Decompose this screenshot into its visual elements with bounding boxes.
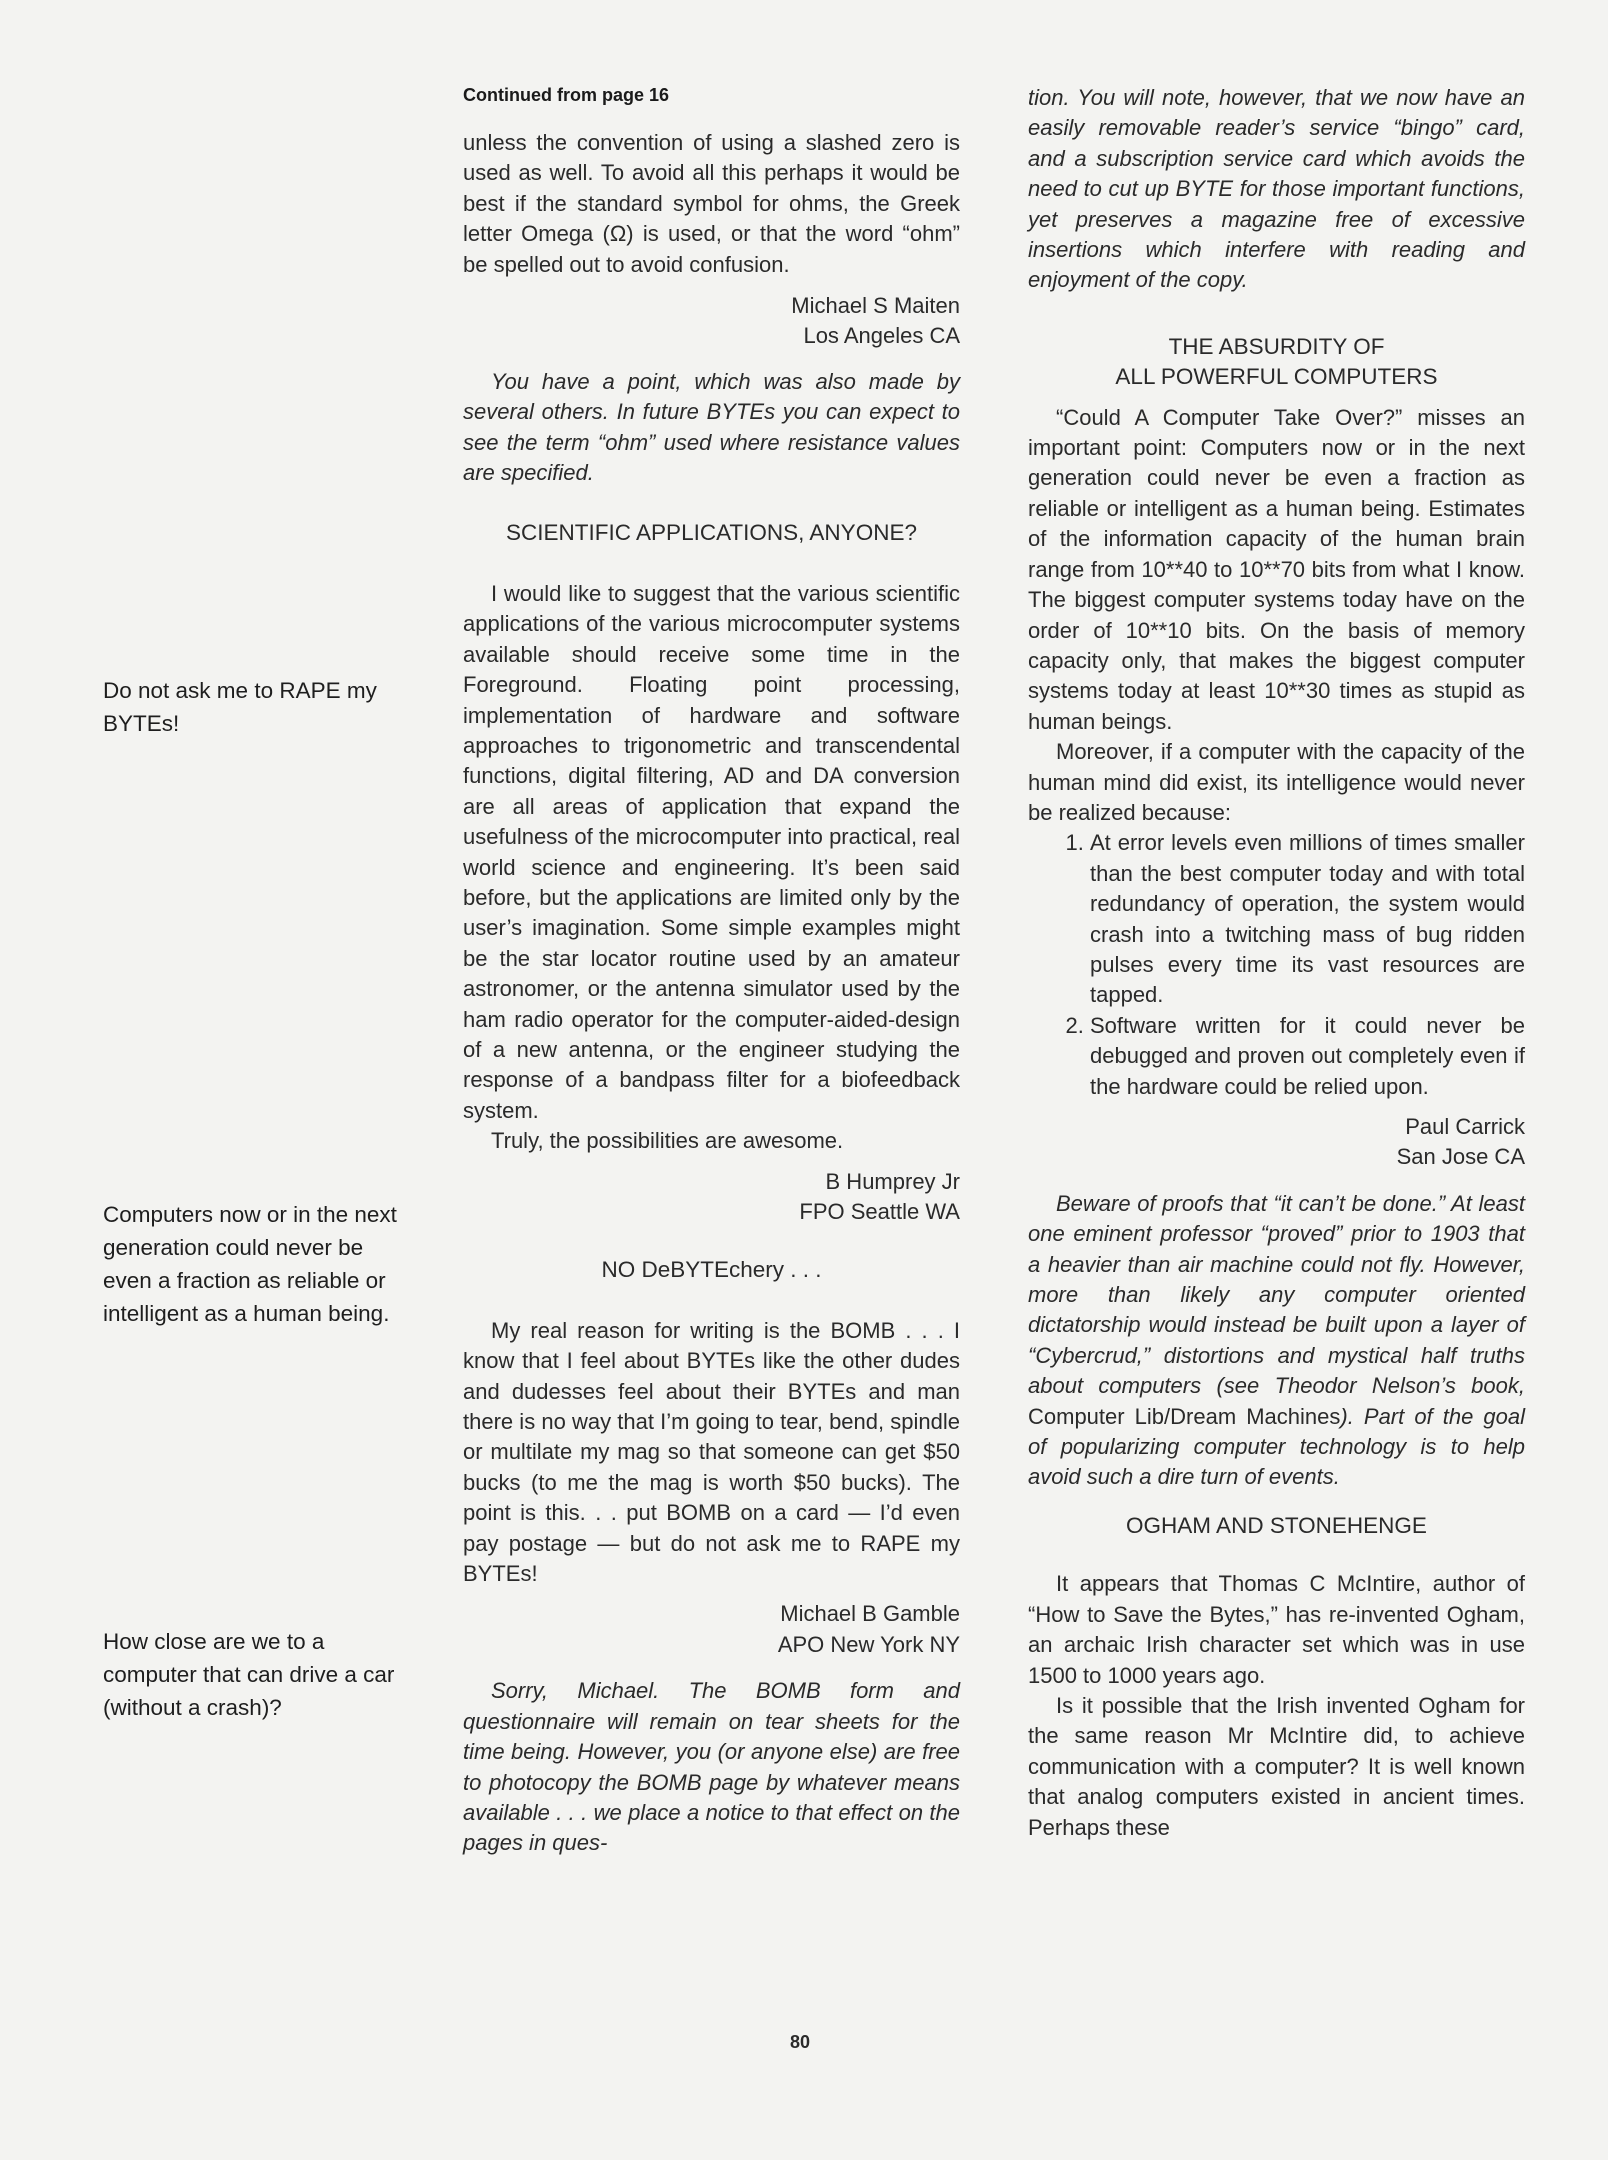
middle-column [463,84,960,1859]
reply-text: ). Part of the goal of popularizing computer technology is to help avoid such a dire turn of events. [1028,1403,1525,1490]
reply-text: Beware of proofs that “it can’t be done.” At least one eminent professor “proved” prior to 1903 that a heavier than air machine could not fly. However, more than likely any computer oriented dictatorship would instead be built upon a layer of “Cybercrud,” distortions and mystical half truths about computers (see Theodor Nelson’s book, [1028,1190,1525,1399]
section-heading: SCIENTIFIC APPLICATIONS, ANYONE? [506,520,917,546]
editor-reply: You have a point, which was also made by several others. In future BYTEs you can expect to see the term “ohm” used where resistance values are specified. [463,368,960,486]
signature [463,1167,960,1228]
signature-name: B Humprey Jr [825,1168,960,1194]
pull-quote-2: Computers now or in the next generation could never be even a fraction as reliable or intelligent as a human being. [103,1202,397,1326]
page-number: 80 [790,2032,811,2052]
list-item: 1. At error levels even millions of times smaller than the best computer today and with total redundancy of operation, the system would crash into a twitching mass of bug ridden pulses every time its vast resources are tapped. [1090,828,1525,1010]
list-item: 2. Software written for it could never be debugged and proven out completely even if the hardware could be relied upon. [1090,1011,1525,1102]
heading-line: THE ABSURDITY OF [1168,333,1385,359]
signature-name: Michael S Maiten [791,293,960,319]
signature-name: Michael B Gamble [780,1601,960,1627]
numbered-list [1028,828,1525,1102]
letter-paragraph: Is it possible that the Irish invented Ogham for the same reason Mr McIntire did, to achieve communication with a computer? It is well known that analog computers existed in ancient times. Perhaps these [1028,1692,1525,1840]
section-heading: NO DeBYTEchery . . . [601,1257,822,1283]
letter-paragraph: I would like to suggest that the various scientific applications of the various microcomputer systems available should receive some time in the Foreground. Floating point processing, implementation of hardware and software approaches to trigonometric and transcendental functions, digital filtering, AD and DA conversion are all areas of application that expand the usefulness of the microcomputer into practical, real world science and engineering. It’s been said before, but the applications are limited only by the user’s imagination. Some simple examples might be the star locator routine used by an amateur astronomer, or the antenna simulator used by the ham radio operator for the computer-aided-design of a new antenna, or the engineer studying the response of a bandpass filter for a biofeedback system. [463,580,960,1123]
signature-place: Los Angeles CA [803,323,960,349]
letter-paragraph: unless the convention of using a slashed zero is used as well. To avoid all this perhaps it would be best if the standard symbol for ohms, the Greek letter Omega (Ω) is used, or that the word “ohm” be spelled out to avoid confusion. [463,130,960,277]
signature [463,291,960,352]
signature-name: Paul Carrick [1405,1114,1525,1139]
signature-place: APO New York NY [777,1631,960,1657]
continued-label: Continued from page 16 [463,85,670,105]
heading-line: ALL POWERFUL COMPUTERS [1115,364,1438,390]
letter-paragraph: Moreover, if a computer with the capacity of the human mind did exist, its intelligence would never be realized because: [1028,739,1525,825]
letter-paragraph: “Could A Computer Take Over?” misses an important point: Computers now or in the next generation could never be even a fraction as reliable or intelligent as a human being. Estimates of the information capacity of the human brain range from 10**40 to 10**70 bits from what I know. The biggest computer systems today have on the order of 10**10 bits. On the basis of memory capacity only, that makes the biggest computer systems today at least 10**30 times as stupid as human beings. [1028,404,1525,734]
signature-place: FPO Seattle WA [799,1199,960,1224]
signature [1028,1112,1525,1173]
pull-quote-3: How close are we to a computer that can drive a car (without a crash)? [103,1629,395,1720]
book-title: Computer Lib/Dream Machines [1028,1403,1341,1429]
letter-paragraph: Truly, the possibilities are awesome. [491,1128,844,1154]
letter-paragraph: It appears that Thomas C McIntire, author of “How to Save the Bytes,” has re-invented Ogham, an archaic Irish character set which was in use 1500 to 1000 years ago. [1028,1571,1525,1688]
right-column [1028,83,1525,1843]
editor-reply-continued: tion. You will note, however, that we now have an easily removable reader’s service “bingo” card, and a subscription service card which avoids the need to cut up BYTE for those important functions, yet preserves a magazine free of excessive insertions which interfere with reading and enjoyment of the copy. [1028,85,1525,293]
letter-paragraph: My real reason for writing is the BOMB . . . I know that I feel about BYTEs like the other dudes and dudesses feel about their BYTEs and man there is no way that I’m going to tear, bend, spindle or multilate my mag so that someone can get $50 bucks (to me the mag is worth $50 bucks). The point is this. . . put BOMB on a card — I’d even pay postage — but do not ask me to RAPE my BYTEs! [463,1317,960,1587]
section-heading [1028,332,1525,393]
pull-quote-1: Do not ask me to RAPE my BYTEs! [103,678,377,736]
signature [463,1599,960,1660]
signature-place: San Jose CA [1396,1144,1525,1170]
editor-reply [1028,1189,1525,1493]
section-heading: OGHAM AND STONEHENGE [1126,1512,1427,1538]
editor-reply: Sorry, Michael. The BOMB form and questionnaire will remain on tear sheets for the time being. However, you (or anyone else) are free to photocopy the BOMB page by whatever means available . . . we place a notice to that effect on the pages in ques- [463,1678,960,1856]
